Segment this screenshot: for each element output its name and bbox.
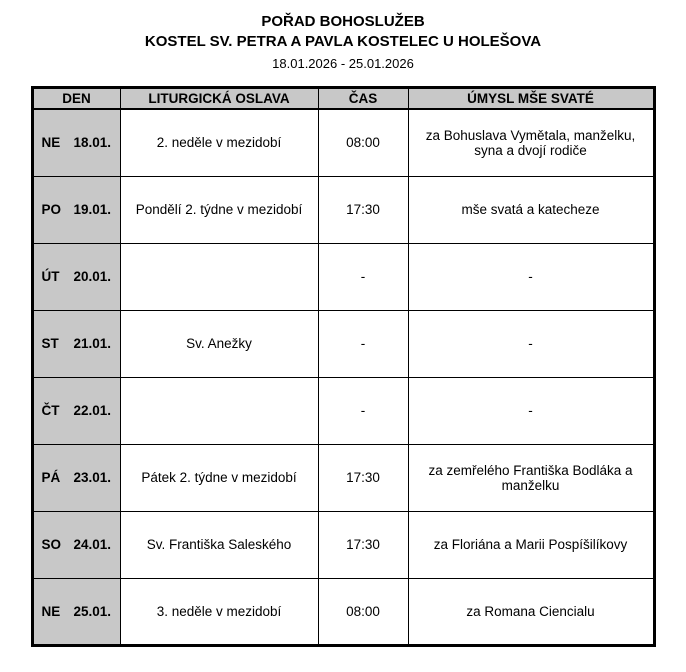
table-row — [32, 176, 654, 243]
document-title: POŘAD BOHOSLUŽEB — [261, 13, 425, 30]
celebration-cell: Sv. Františka Saleského — [120, 511, 318, 578]
intention-cell: za Bohuslava Vymětala, manželku, syna a dvojí rodiče — [408, 109, 654, 176]
date-range: 18.01.2026 - 25.01.2026 — [272, 55, 414, 71]
day-date: 22.01. — [73, 403, 112, 419]
day-date: 25.01. — [73, 603, 112, 619]
header-umysl: ÚMYSL MŠE SVATÉ — [408, 88, 654, 110]
day-date: 18.01. — [73, 135, 112, 151]
intention-cell: za Floriána a Marii Pospíšilíkovy — [408, 511, 654, 578]
day-abbr: ÚT — [41, 269, 60, 285]
time-cell: 17:30 — [318, 444, 408, 511]
day-cell — [32, 377, 120, 444]
time-cell: - — [318, 377, 408, 444]
table-row — [32, 444, 654, 511]
table-row — [32, 310, 654, 377]
header-liturgicka-oslava: LITURGICKÁ OSLAVA — [120, 88, 318, 110]
header-den: DEN — [32, 88, 120, 110]
header-cas: ČAS — [318, 88, 408, 110]
celebration-cell: Pondělí 2. týdne v mezidobí — [120, 176, 318, 243]
celebration-cell — [120, 377, 318, 444]
intention-cell: - — [408, 377, 654, 444]
time-cell: - — [318, 243, 408, 310]
table-row — [32, 377, 654, 444]
day-date: 24.01. — [73, 537, 112, 553]
intention-cell: za zemřelého Františka Bodláka a manželku — [408, 444, 654, 511]
table-header-row — [32, 88, 654, 110]
day-cell — [32, 243, 120, 310]
day-cell — [32, 176, 120, 243]
intention-cell: za Romana Ciencialu — [408, 578, 654, 645]
celebration-cell: 2. neděle v mezidobí — [120, 109, 318, 176]
table-row — [32, 109, 654, 176]
day-cell — [32, 109, 120, 176]
day-date: 20.01. — [73, 269, 112, 285]
day-cell — [32, 511, 120, 578]
celebration-cell — [120, 243, 318, 310]
day-cell — [32, 444, 120, 511]
time-cell: 08:00 — [318, 109, 408, 176]
day-date: 23.01. — [73, 470, 112, 486]
table-row — [32, 243, 654, 310]
time-cell: - — [318, 310, 408, 377]
day-abbr: PÁ — [41, 470, 61, 486]
day-abbr: ST — [41, 336, 59, 352]
day-abbr: NE — [41, 603, 61, 619]
day-cell — [32, 310, 120, 377]
intention-cell: - — [408, 310, 654, 377]
schedule-table — [31, 86, 656, 647]
day-cell — [32, 578, 120, 645]
day-date: 19.01. — [73, 202, 112, 218]
table-row — [32, 511, 654, 578]
time-cell: 08:00 — [318, 578, 408, 645]
table-row — [32, 578, 654, 645]
intention-cell: mše svatá a katecheze — [408, 176, 654, 243]
celebration-cell: Pátek 2. týdne v mezidobí — [120, 444, 318, 511]
celebration-cell: 3. neděle v mezidobí — [120, 578, 318, 645]
day-abbr: PO — [41, 202, 62, 218]
time-cell: 17:30 — [318, 511, 408, 578]
day-date: 21.01. — [73, 336, 112, 352]
time-cell: 17:30 — [318, 176, 408, 243]
celebration-cell: Sv. Anežky — [120, 310, 318, 377]
document-titles — [0, 12, 686, 72]
day-abbr: SO — [41, 537, 62, 553]
day-abbr: NE — [41, 135, 61, 151]
church-name: KOSTEL SV. PETRA A PAVLA KOSTELEC U HOLEŠOVA — [144, 33, 542, 51]
intention-cell: - — [408, 243, 654, 310]
day-abbr: ČT — [41, 403, 60, 419]
